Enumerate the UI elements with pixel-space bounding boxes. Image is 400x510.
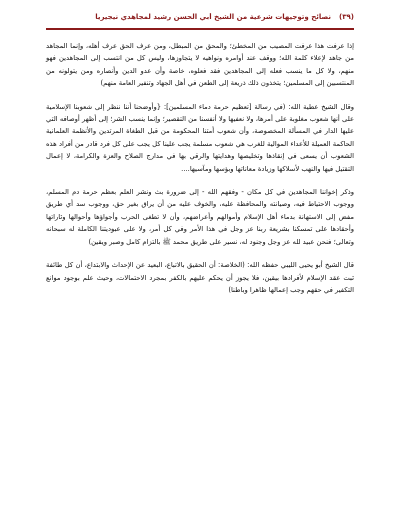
paragraph: وقال الشيخ عطية الله: (في رسالة [تعظيم حرمة دماء المسلمين]: {وأوضحنا أننا ننظر إلى شعوبنا الإسلامية على أنها شعوب مغلوبة على أمرها، ولا نعفيها ولا أنفسنا من التقصير؛ وإنما ينسب الشر؛ إلى أظهر أوصافه التي عليها الدار في المسألة المخصوصة، وأن شعوب أمتنا المحكومة من قبل الطغاة المرتدين والأنظمة العلمانية الحاكمة العميلة للأعداء الموالية للغرب هي شعوب مسلمة يجب علينا كل يجب على كل فرد قادر من أفراد هذه الشعوب أن يسعى في إنقاذها وتخليصها وهدايتها والرقي بها في مدارج الصلاح والعزة والكرامة، لا إعمال التقتيل فيها والنهب لأسلاكها وزيادة معاناتها وبؤسها ومآسيها.... bbox=[46, 102, 354, 173]
paragraph: قال الشيخ أبو يحيى الليبي حفظه الله: (الخلاصة: أن الحقيق بالاتباع، البعيد عن الإحداث والابتداع، أن كل طائفة ثبت عقد الإسلام لأفرادها بيقين، فلا يجوز أن يحكم عليهم بالكفر بمجرد الاحتمالات، وحيث علم بوجود موانع التكفير في حقهم وجب إعمالها ظاهرا وباطنا) bbox=[46, 261, 354, 294]
paragraph: إذا عرفت هذا عرفت المصيب من المخطئ؛ والمحق من المبطل، ومن عرف الحق عرف أهله، وإنما المجاهد من جاهد لإعلاء كلمة الله؛ ووقف عند أوامره ونواهيه لا يتجاوزها، وليس كل من انتسب إلى المجاهدين فهو منهم، ولا كل ما ينسب فعله إلى المجاهدين فقد فعلوه، خاصة وأن عدو الدين وأنصاره ومن يتولونه من المنتسبين إلى المسلمين؛ يتخذون ذلك ذريعة إلى الطعن في أهل الجهاد وتنفير العامة منهم) bbox=[46, 42, 354, 88]
paragraph: وذكر إخواننا المجاهدين في كل مكان - وفقهم الله - إلى ضرورة بث ونشر العلم بعظم حرمة دم المسلم، ووجوب الاحتياط فيه، وصيانته والمحافظة عليه، والخوف عليه من أن يراق بغير حق، ووجوب سد أي طريق مفض إلى الاستهانة بدماء أهل الإسلام وأموالهم وأعراضهم، وأن لا تطغى الحرب وأجواؤها وأحوالها وثاراتها وأحقادها على تمسكنا بشريعة ربنا عز وجل في هذا الأمر وفي كل أمر، ولا على عبوديتنا الكاملة له سبحانه وتعالى؛ فنحن عبيد لله عز وجل وجنود له، نسير على طريق محمد ﷺ بالتزام كامل وصبر ويقين) bbox=[46, 188, 354, 246]
page-header bbox=[46, 8, 354, 26]
page-number: (٣٩) bbox=[339, 13, 354, 21]
header-divider bbox=[46, 28, 354, 30]
body-text bbox=[46, 40, 354, 296]
running-head-title: نصائح وتوجيهات شرعية من الشيخ أبي الحسن رشيد لمجاهدي نيجيريا bbox=[95, 13, 332, 21]
